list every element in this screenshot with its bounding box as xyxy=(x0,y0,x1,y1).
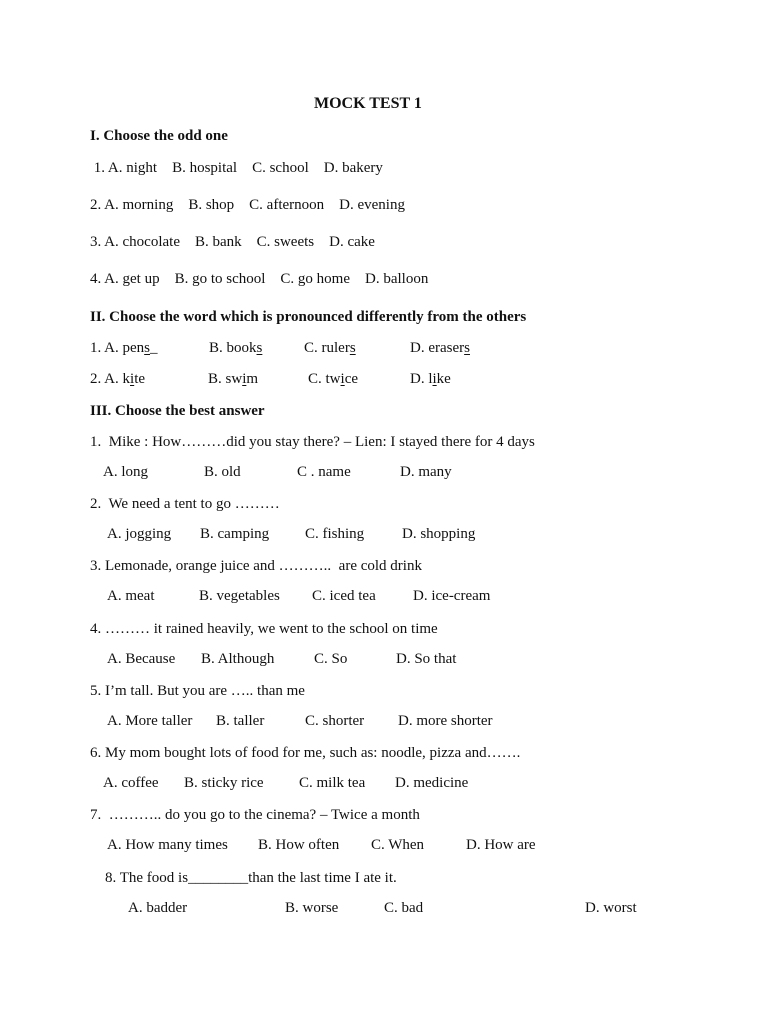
answer-option: C. fishing xyxy=(305,526,365,542)
answer-option: C. milk tea xyxy=(299,775,366,791)
answer-option: A. Because xyxy=(107,651,176,667)
underlined-letter: i xyxy=(242,371,247,387)
option-b: B. swim xyxy=(208,371,259,387)
section-3-question-3: 3. Lemonade, orange juice and ……….. are cold drink xyxy=(90,558,422,574)
answer-option: C . name xyxy=(297,464,351,480)
answer-option: B. Although xyxy=(201,651,275,667)
answer-option: D. shopping xyxy=(402,526,476,542)
option-c: C. twice xyxy=(308,371,359,387)
answer-option: B. old xyxy=(204,464,241,480)
section-1-heading: I. Choose the odd one xyxy=(90,128,228,144)
answer-option: B. How often xyxy=(258,837,340,853)
answer-option: A. badder xyxy=(128,900,188,916)
answer-option: C. bad xyxy=(384,900,424,916)
answer-option: D. So that xyxy=(396,651,457,667)
answer-option: D. many xyxy=(400,464,452,480)
answer-option: A. meat xyxy=(107,588,155,604)
underlined-letter: i xyxy=(432,371,437,387)
underlined-letter: s xyxy=(349,340,356,356)
option-d: D. erasers xyxy=(410,340,470,356)
section-3-question-2: 2. We need a tent to go ……… xyxy=(90,496,280,512)
answer-option: B. vegetables xyxy=(199,588,280,604)
section-1-question-4: 4. A. get up B. go to school C. go home D. balloon xyxy=(90,271,429,287)
section-3-heading: III. Choose the best answer xyxy=(90,403,265,419)
answer-blank: ________ xyxy=(188,870,249,886)
underlined-letter: i xyxy=(340,371,345,387)
section-3-question-5: 5. I’m tall. But you are ….. than me xyxy=(90,683,305,699)
underlined-letter: i xyxy=(130,371,135,387)
answer-option: B. camping xyxy=(200,526,270,542)
answer-option: A. More taller xyxy=(107,713,193,729)
option-d: D. like xyxy=(410,371,451,387)
answer-option: C. When xyxy=(371,837,425,853)
answer-option: B. worse xyxy=(285,900,339,916)
section-3-question-6: 6. My mom bought lots of food for me, such as: noodle, pizza and……. xyxy=(90,745,521,761)
section-3-question-7: 7. ……….. do you go to the cinema? – Twice a month xyxy=(90,807,420,823)
underlined-letter: s xyxy=(144,340,151,356)
answer-option: D. medicine xyxy=(395,775,469,791)
page-title: MOCK TEST 1 xyxy=(314,95,422,112)
answer-option: B. sticky rice xyxy=(184,775,264,791)
answer-option: D. worst xyxy=(585,900,637,916)
underlined-letter: s xyxy=(256,340,263,356)
section-1-question-3: 3. A. chocolate B. bank C. sweets D. cake xyxy=(90,234,375,250)
option-c: C. rulers xyxy=(304,340,356,356)
answer-option: C. iced tea xyxy=(312,588,376,604)
answer-option: D. How are xyxy=(466,837,536,853)
answer-option: C. shorter xyxy=(305,713,365,729)
answer-option: A. jogging xyxy=(107,526,172,542)
section-3-question-1: 1. Mike : How………did you stay there? – Lien: I stayed there for 4 days xyxy=(90,434,535,450)
section-1-question-1: 1. A. night B. hospital C. school D. bakery xyxy=(90,160,383,176)
option-a: 1. A. pens_ xyxy=(90,340,158,356)
answer-option: C. So xyxy=(314,651,348,667)
answer-option: D. more shorter xyxy=(398,713,493,729)
answer-option: D. ice-cream xyxy=(413,588,491,604)
answer-option: A. long xyxy=(103,464,148,480)
section-2-heading: II. Choose the word which is pronounced differently from the others xyxy=(90,309,527,325)
section-1-question-2: 2. A. morning B. shop C. afternoon D. evening xyxy=(90,197,405,213)
section-3-question-8: 8. The food is________than the last time I ate it. xyxy=(105,870,397,886)
answer-option: A. How many times xyxy=(107,837,228,853)
option-a: 2. A. kite xyxy=(90,371,146,387)
answer-option: A. coffee xyxy=(103,775,159,791)
answer-option: B. taller xyxy=(216,713,265,729)
option-b: B. books xyxy=(209,340,263,356)
underlined-letter: s xyxy=(464,340,470,356)
section-3-question-4: 4. ……… it rained heavily, we went to the school on time xyxy=(90,621,438,637)
